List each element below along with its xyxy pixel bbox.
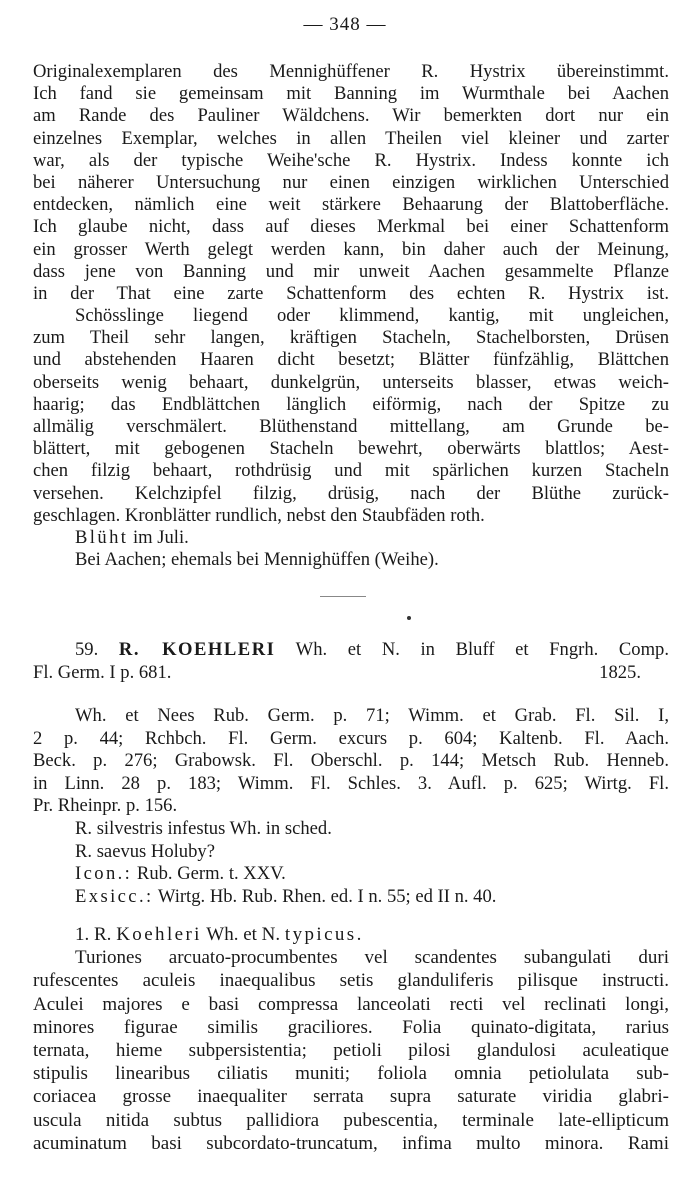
bloom-label: Blüht bbox=[75, 526, 129, 548]
icon-label: Icon.: bbox=[75, 863, 133, 885]
latin-line: ternata, hieme subpersistentia; petioli pilosi glandulosi aculeatique bbox=[33, 1039, 669, 1061]
variety-species: Koehleri bbox=[116, 924, 202, 945]
exsiccatae-line bbox=[33, 886, 669, 909]
species-heading-line2 bbox=[33, 662, 669, 685]
exsiccatae-label: Exsicc.: bbox=[75, 885, 154, 907]
synonymy-block bbox=[33, 705, 669, 908]
text-line: einzelnes Exemplar, welches in allen Theilen viel kleiner und zarter bbox=[33, 127, 669, 149]
text-line: war, als der typische Weihe'sche R. Hystrix. Indess konnte ich bbox=[33, 149, 669, 171]
latin-line: uscula nitida subtus pallidiora pubescentia, terminale late-ellipticum bbox=[33, 1109, 669, 1131]
text-line: dass jene von Banning und mir unweit Aachen gesammelte Pflanze bbox=[33, 260, 669, 282]
literature-line: Wh. et Nees Rub. Germ. p. 71; Wimm. et Grab. Fl. Sil. I, bbox=[75, 705, 669, 726]
text-line: geschlagen. Kronblätter rundlich, nebst den Staubfäden roth. bbox=[33, 504, 485, 526]
species-name: R. KOEHLERI bbox=[118, 639, 276, 660]
text-line: in der That eine zarte Schattenform des echten R. Hystrix ist. bbox=[33, 282, 669, 304]
literature-line: Beck. p. 276; Grabowsk. Fl. Oberschl. p. 144; Metsch Rub. Henneb. bbox=[33, 750, 669, 772]
bloom-line bbox=[33, 527, 669, 549]
bloom-time: im Juli. bbox=[128, 526, 189, 548]
text-line: Ich fand sie gemeinsam mit Banning im Wurmthale bei Aachen bbox=[33, 83, 669, 105]
icon-line bbox=[33, 863, 669, 886]
text-line: chen filzig behaart, rothdrüsig und mit spärlichen kurzen Stacheln bbox=[33, 460, 669, 482]
latin-line: Turiones arcuato-procumbentes vel scandentes subangulati duri bbox=[75, 947, 669, 969]
exsiccatae-reference: Wirtg. Hb. Rub. Rhen. ed. I n. 55; ed II n. 40. bbox=[153, 885, 497, 907]
section-divider bbox=[320, 596, 366, 597]
text-line: entdecken, nämlich eine weit stärkere Behaarung der Blattoberfläche. bbox=[33, 194, 669, 216]
variety-authority: Wh. et N. bbox=[201, 924, 285, 945]
synonym-line: R. silvestris infestus Wh. in sched. bbox=[75, 817, 332, 839]
variety-number: 1. R. bbox=[75, 924, 117, 945]
text-line: oberseits wenig behaart, dunkelgrün, unterseits blasser, etwas weich- bbox=[33, 371, 669, 393]
text-line: Ich glaube nicht, dass auf dieses Merkmal bei einer Schattenform bbox=[33, 216, 669, 238]
locality-line: Bei Aachen; ehemals bei Mennighüffen (Weihe). bbox=[75, 549, 439, 571]
text-line: bei näherer Untersuchung nur einen einzigen wirklichen Unterschied bbox=[33, 171, 669, 193]
latin-line: stipulis linearibus ciliatis muniti; foliola omnia petiolulata sub- bbox=[33, 1063, 669, 1085]
species-reference: Fl. Germ. I p. 681. bbox=[33, 661, 172, 683]
description-block bbox=[33, 61, 669, 571]
latin-line: Aculei majores e basi compressa lanceolati recti vel reclinati longi, bbox=[33, 993, 669, 1015]
text-line: allmälig verschmälert. Blüthenstand mittellang, am Grunde be- bbox=[33, 416, 669, 437]
species-number: 59. bbox=[75, 639, 99, 660]
latin-line: minores figurae similis graciliores. Folia quinato-digitata, rarius bbox=[33, 1016, 669, 1038]
latin-line: acuminatum basi subcordato-truncatum, infima multo minora. Rami bbox=[33, 1132, 669, 1154]
species-heading bbox=[33, 639, 669, 684]
species-year: 1825. bbox=[599, 661, 641, 683]
synonym-line: R. saevus Holuby? bbox=[75, 840, 215, 862]
page-number: — 348 — bbox=[303, 14, 387, 35]
variety-block bbox=[33, 923, 669, 1155]
print-mark bbox=[407, 616, 411, 620]
literature-line: 2 p. 44; Rchbch. Fl. Germ. excurs p. 604; Kaltenb. Fl. Aach. bbox=[33, 727, 669, 749]
text-line: zum Theil sehr langen, kräftigen Stacheln, Stachelborsten, Drüsen bbox=[33, 327, 669, 349]
text-line: versehen. Kelchzipfel filzig, drüsig, nach der Blüthe zurück- bbox=[33, 482, 669, 504]
species-heading-line1 bbox=[33, 639, 669, 662]
variety-name: typicus. bbox=[284, 924, 364, 945]
text-line: Originalexemplaren des Mennighüffener R. Hystrix übereinstimmt. bbox=[33, 61, 669, 82]
text-line: haarig; das Endblättchen länglich eiförmig, nach der Spitze zu bbox=[33, 393, 669, 415]
variety-heading bbox=[33, 923, 669, 946]
text-line: am Rande des Pauliner Wäldchens. Wir bemerkten dort nur ein bbox=[33, 105, 669, 127]
species-authority: Wh. et N. in Bluff et Fngrh. Comp. bbox=[275, 639, 669, 660]
literature-line: Pr. Rheinpr. p. 156. bbox=[33, 795, 178, 817]
text-line: blättert, mit gebogenen Stacheln bewehrt, oberwärts blattlos; Aest- bbox=[33, 438, 669, 460]
text-line: ein grosser Werth gelegt werden kann, bin daher auch der Meinung, bbox=[33, 238, 669, 260]
text-line: Schösslinge liegend oder klimmend, kantig, mit ungleichen, bbox=[75, 305, 669, 327]
literature-line: in Linn. 28 p. 183; Wimm. Fl. Schles. 3. Aufl. p. 625; Wirtg. Fl. bbox=[33, 772, 669, 794]
latin-line: rufescentes aculeis inaequalibus setis glanduliferis pilisque instructi. bbox=[33, 970, 669, 992]
latin-line: coriacea grosse inaequaliter serrata supra saturate viridia glabri- bbox=[33, 1086, 669, 1108]
text-line: und abstehenden Haaren dicht besetzt; Blätter fünfzählig, Blättchen bbox=[33, 349, 669, 371]
icon-reference: Rub. Germ. t. XXV. bbox=[132, 863, 286, 885]
